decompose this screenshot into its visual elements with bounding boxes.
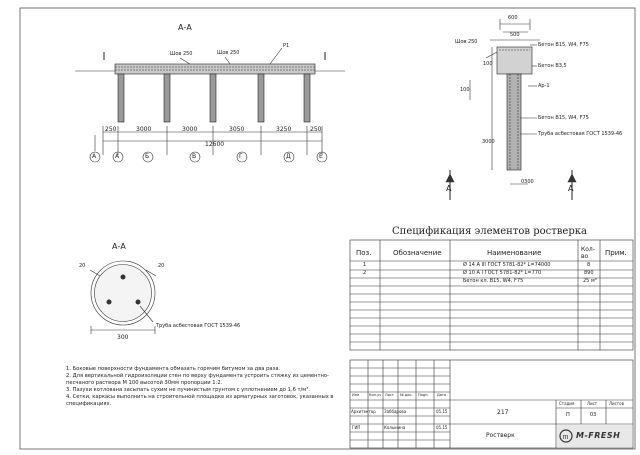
- tb-role-gip: ГИП: [352, 425, 361, 430]
- tb-date-gip: 05.15: [436, 425, 448, 430]
- tb-head: Лист: [385, 393, 394, 397]
- tb-sheet-header: Лист: [587, 401, 598, 406]
- spec-row3-name: Бетон кл. В15, W4, F75: [463, 278, 524, 284]
- note-3: 3. Пазухи котлована засыпать сухим не пучинистым грунтом с уплотнением до 1,6 т/м³.: [66, 387, 310, 393]
- tb-head: Подп.: [418, 393, 429, 397]
- spec-header-qty: Кол-во: [581, 246, 595, 260]
- tb-role-architect: Архитектор: [351, 409, 376, 414]
- axis-label: Б: [145, 153, 150, 160]
- detail-label: Ар-1: [538, 83, 550, 89]
- axis-label: А: [115, 153, 120, 160]
- spec-row3-qty: 25 м³: [583, 278, 597, 284]
- circle-pipe-label: Труба асбестовая ГОСТ 1539-46: [156, 323, 241, 329]
- detail-weld-label: Шов 250: [455, 39, 478, 45]
- plan-dim: 250: [310, 126, 322, 133]
- detail-label: Бетон В3,5: [538, 63, 567, 69]
- tb-date-architect: 05.15: [436, 409, 448, 414]
- tb-stage: П: [566, 412, 570, 418]
- plan-weld-label-1: Шов 250: [170, 51, 193, 57]
- detail-dim-left: 100: [483, 61, 493, 67]
- detail-dim-600: 600: [508, 15, 518, 21]
- plan-total-dim: 12600: [205, 141, 225, 148]
- detail-dim-bottom: 0300: [521, 179, 534, 185]
- tb-head: Кол.уч: [369, 393, 382, 397]
- spec-header-designation: Обозначение: [393, 249, 442, 257]
- detail-label: Бетон В15, W4, F75: [538, 115, 589, 121]
- plan-dim: 3250: [276, 126, 292, 133]
- axis-label: Е: [319, 153, 323, 160]
- circle-dim-20-right: 20: [158, 263, 165, 269]
- tb-stage-header: Стадия: [559, 401, 575, 406]
- section-title-aa-left: А-А: [112, 242, 126, 251]
- circle-section: [90, 261, 156, 334]
- plan-dim: 3000: [136, 126, 152, 133]
- note-2: 2. Для вертикальной гидроизоляции стен по верху фундамента устроить стяжку из цементно-песчаного раствора М 100 высотой 30мм пропорции 1:2.: [66, 373, 329, 386]
- spec-title: Спецификация элементов ростверка: [392, 226, 587, 237]
- spec-row2-pos: 2: [363, 270, 367, 276]
- tb-sheet: 03: [590, 412, 597, 418]
- note-1: 1. Боковые поверхности фундамента обмазать горячим битумом за два раза.: [66, 366, 281, 372]
- plan-dim: 250: [105, 126, 117, 133]
- note-4: 4. Сетки, каркасы выполнить на строительной площадке из арматурных заготовок, указанных в спецификациях.: [66, 394, 334, 407]
- plan-dim: 3000: [182, 126, 198, 133]
- tb-sheets-header: Листов: [609, 401, 624, 406]
- tb-logo-text: M-FRESH: [576, 431, 621, 440]
- spec-header-name: Наименование: [487, 249, 542, 257]
- tb-head: Изм: [352, 393, 360, 397]
- spec-row1-qty: 8: [587, 262, 591, 268]
- spec-row2-name: Ø 10 А I ГОСТ 5781-82* L=770: [463, 270, 542, 276]
- section-title-aa: А-А: [178, 23, 192, 32]
- plan-p1-label: Р1: [283, 43, 290, 49]
- tb-head: Дата: [437, 393, 447, 397]
- section-mark-a-right: А: [568, 184, 574, 193]
- spec-row1-name: Ø 14 А III ГОСТ 5781-82* L=74000: [463, 262, 551, 268]
- tb-code: 217: [497, 409, 509, 416]
- tb-name-architect: Заббарова: [384, 409, 407, 414]
- detail-dim-left: 100: [460, 87, 470, 93]
- tb-name-gip: Колынина: [384, 425, 406, 430]
- circle-dim-20-left: 20: [79, 263, 86, 269]
- spec-row2-qty: 890: [584, 270, 594, 276]
- detail-label: Бетон В15, W4, F75: [538, 42, 589, 48]
- axis-label: В: [192, 153, 197, 160]
- circle-dim-300: 300: [117, 334, 129, 341]
- section-mark-a-left: А: [446, 184, 452, 193]
- detail-label: Труба асбестовая ГОСТ 1539-46: [538, 131, 623, 137]
- spec-row1-pos: 1: [363, 262, 367, 268]
- plan-weld-label-2: Шов 250: [217, 50, 240, 56]
- plan-dim: 3050: [229, 126, 245, 133]
- axis-label: Д: [286, 153, 291, 160]
- tb-drawing-name: Ростверк: [486, 432, 515, 439]
- svg-text:m: m: [562, 434, 569, 441]
- spec-header-pos: Поз.: [356, 249, 372, 257]
- detail-dim-3000: 3000: [482, 139, 495, 145]
- axis-label: Г: [239, 153, 243, 160]
- detail-dim-500: 500: [510, 32, 520, 38]
- spec-header-note: Прим.: [605, 249, 627, 257]
- tb-head: № док.: [400, 393, 413, 397]
- axis-label: А: [92, 153, 97, 160]
